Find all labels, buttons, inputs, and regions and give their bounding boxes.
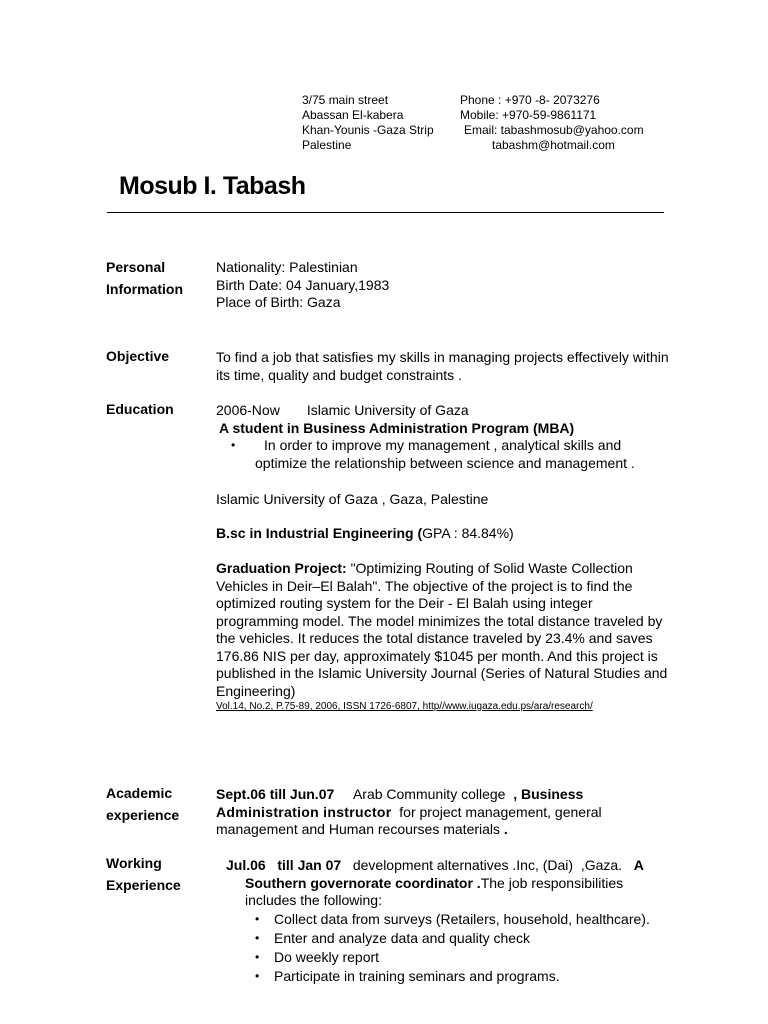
personal-label-line1: Personal	[106, 259, 166, 275]
address-line: Abassan El-kabera	[302, 108, 404, 122]
responsibility-text: Participate in training seminars and programs.	[274, 968, 560, 984]
bullet-icon: •	[255, 950, 260, 964]
working-role-start: A	[633, 857, 644, 873]
project-line: the vehicles. It reduces the total distance traveled by 23.4% and saves	[216, 630, 653, 646]
responsibility-text: Enter and analyze data and quality check	[274, 930, 531, 946]
birth-place: Place of Birth: Gaza	[216, 294, 341, 310]
bsc-degree: B.sc in Industrial Engineering (	[216, 525, 423, 541]
working-role: Southern governorate coordinator .	[245, 874, 481, 891]
list-item	[255, 911, 720, 929]
mba-bullets	[216, 437, 720, 472]
nationality: Nationality: Palestinian	[216, 259, 358, 275]
project-text: "Optimizing Routing of Solid Waste Collection	[346, 560, 633, 576]
project-line: published in the Islamic University Journal (Series of Natural Studies and	[216, 665, 668, 681]
address-line: Palestine	[302, 138, 352, 152]
bullet-icon: •	[255, 931, 260, 945]
personal-label	[106, 256, 183, 300]
responsibility-list	[255, 911, 720, 986]
academic-label	[106, 782, 179, 826]
contact-block	[460, 93, 644, 153]
objective-text	[216, 349, 720, 384]
project-line: 176.86 NIS per day, approximately $1045 per month. And this project is	[216, 647, 658, 664]
bullet-text: optimize the relationship between science and management .	[255, 454, 635, 471]
list-item	[216, 437, 720, 455]
academic-role-start: , Business	[513, 786, 584, 802]
mba-program: A student in Business Administration Program (MBA)	[219, 419, 575, 436]
responsibility-text: Do weekly report	[274, 949, 380, 965]
academic-label-line1: Academic	[106, 785, 173, 801]
academic-dates: Sept.06 till Jun.07	[216, 786, 335, 802]
email-primary: Email: tabashmosub@yahoo.com	[464, 123, 644, 137]
academic-entry	[216, 786, 720, 839]
project-line: optimized routing system for the Deir - El Balah using integer	[216, 595, 593, 611]
academic-text: for project management, general	[391, 803, 602, 820]
working-label-line1: Working	[106, 855, 162, 871]
bullet-icon: •	[255, 912, 260, 926]
academic-text-end: .	[503, 821, 508, 837]
email-secondary: tabashm@hotmail.com	[492, 138, 615, 152]
bullet-text: In order to improve my management , analytical skills and	[264, 437, 622, 453]
mba-period-line	[216, 402, 720, 420]
project-line	[216, 560, 720, 578]
academic-label-line2: experience	[106, 807, 180, 823]
education-mba	[216, 402, 720, 472]
objective-label: Objective	[106, 348, 170, 364]
objective-line: To find a job that satisfies my skills in managing projects effectively within	[216, 349, 669, 365]
academic-place: Arab Community college	[334, 786, 514, 802]
working-line	[226, 857, 720, 875]
working-line	[245, 875, 720, 893]
personal-label-line2: Information	[106, 281, 183, 297]
citation-link[interactable]: Vol.14, No.2, P.75-89, 2006, ISSN 1726-6807, http//www.iugaza.edu.ps/ara/research/	[216, 701, 593, 712]
working-label-line2: Experience	[106, 877, 181, 893]
academic-line	[216, 821, 720, 839]
address-line: Khan-Younis -Gaza Strip	[302, 123, 434, 137]
phone: Phone : +970 -8- 2073276	[460, 93, 600, 107]
graduation-project	[216, 560, 720, 714]
header-divider	[107, 212, 664, 213]
working-dates: Jul.06 till Jan 07	[226, 857, 342, 873]
mba-period: 2006-Now	[216, 402, 280, 418]
address-block	[302, 93, 434, 153]
academic-text: management and Human recourses materials	[216, 821, 504, 837]
bsc-school: Islamic University of Gaza , Gaza, Palestine	[216, 491, 489, 507]
working-text: The job responsibilities	[480, 874, 624, 891]
academic-line	[216, 804, 720, 822]
list-item	[255, 949, 720, 967]
project-line: Engineering)	[216, 682, 296, 699]
academic-line	[216, 786, 720, 804]
academic-role: Administration instructor	[216, 803, 392, 820]
objective-line: its time, quality and budget constraints .	[216, 366, 462, 383]
candidate-name: Mosub I. Tabash	[119, 172, 306, 200]
working-line: includes the following:	[245, 892, 382, 908]
mba-school: Islamic University of Gaza	[306, 402, 469, 418]
project-line: Vehicles in Deir–El Balah". The objective of the project is to find the	[216, 577, 633, 594]
bsc-degree-line	[216, 525, 720, 543]
education-label: Education	[106, 401, 174, 417]
mobile: Mobile: +970-59-9861171	[460, 108, 597, 122]
list-item	[216, 455, 720, 473]
working-label	[106, 852, 181, 896]
responsibility-text: Collect data from surveys (Retailers, household, healthcare).	[274, 911, 650, 927]
personal-info	[216, 259, 720, 312]
project-label: Graduation Project:	[216, 560, 347, 576]
address-line: 3/75 main street	[302, 93, 389, 107]
project-line: programming model. The model minimizes the total distance traveled by	[216, 612, 663, 629]
birth-date: Birth Date: 04 January,1983	[216, 276, 390, 293]
working-entry	[226, 857, 720, 986]
list-item	[255, 968, 720, 986]
working-company: development alternatives .Inc, (Dai) ,Gaza.	[341, 857, 634, 873]
list-item	[255, 930, 720, 948]
bullet-icon: •	[231, 438, 236, 452]
bullet-icon: •	[255, 969, 260, 983]
bsc-gpa: GPA : 84.84%)	[422, 525, 514, 541]
